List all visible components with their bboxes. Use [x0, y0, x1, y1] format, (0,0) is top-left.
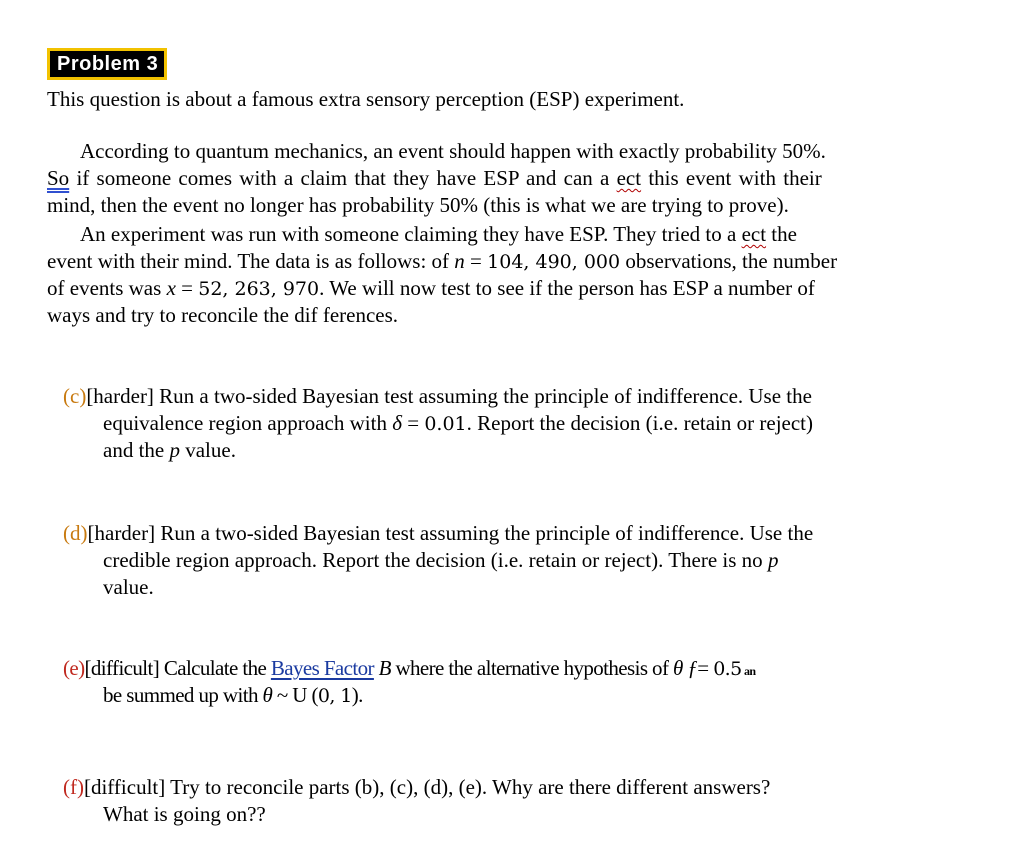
bayes-factor-link[interactable]: Bayes Factor: [270, 656, 374, 680]
part-line: (e)[difficult] Calculate the Bayes Factor B where the alternative hypothesis of θ ƒ= 0.5 an: [63, 656, 756, 680]
paragraph-experiment: [47, 221, 947, 329]
part-line: (d)[harder] Run a two-sided Bayesian test assuming the principle of indifference. Use the: [63, 521, 814, 545]
paragraph-line: ways and try to reconcile the dif ferences.: [47, 303, 399, 327]
part-label: (d): [63, 521, 88, 545]
math-x-value: 52, 263, 970: [198, 278, 320, 300]
math-n: n: [454, 249, 465, 273]
paragraph-quantum: [47, 138, 947, 219]
math-delta-value: 0.01: [424, 413, 467, 435]
clipped-text: an: [741, 664, 756, 678]
math-B: B: [378, 656, 391, 680]
math-x: x: [166, 276, 176, 300]
math-theta-value: 0.5: [713, 658, 742, 680]
part-line: (c)[harder] Run a two-sided Bayesian test assuming the principle of indifference. Use the: [63, 384, 812, 408]
math-f: ƒ: [682, 656, 698, 680]
math-p: p: [767, 548, 779, 572]
part-line: credible region approach. Report the decision (i.e. retain or reject). There is no p: [103, 548, 779, 572]
paragraph-line: According to quantum mechanics, an event should happen with exactly probability 50%.: [80, 139, 826, 163]
paragraph-line: So if someone comes with a claim that they have ESP and can a ect this event with their: [47, 166, 822, 190]
part-line: and the p value.: [103, 438, 236, 462]
part-line: be summed up with θ ~ U (0, 1).: [103, 683, 363, 707]
part-line: (f)[difficult] Try to reconcile parts (b), (c), (d), (e). Why are there different answers?: [63, 775, 771, 799]
math-theta: θ: [262, 683, 273, 707]
math-n-value: 104, 490, 000: [487, 251, 621, 273]
paragraph-line: event with their mind. The data is as follows: of n = 104, 490, 000 observations, the number: [47, 249, 838, 273]
math-uniform-bounds: 0, 1: [317, 685, 352, 707]
math-theta: θ: [673, 656, 683, 680]
paragraph-line: of events was x = 52, 263, 970. We will now test to see if the person has ESP a number of: [47, 276, 815, 300]
paragraph-line: An experiment was run with someone claiming they have ESP. They tried to a ect the: [80, 222, 797, 246]
part-line: equivalence region approach with δ = 0.01. Report the decision (i.e. retain or reject): [103, 411, 813, 435]
part-d: [63, 520, 813, 601]
part-e: [63, 655, 755, 709]
part-f: [63, 774, 770, 828]
spellcheck-mark: ect: [616, 166, 642, 190]
spellcheck-mark: ect: [741, 222, 767, 246]
math-p: p: [169, 438, 180, 462]
part-label: (c): [63, 384, 87, 408]
part-label: (e): [63, 656, 85, 680]
part-line: value.: [103, 575, 154, 599]
part-c: [63, 383, 813, 464]
spellcheck-mark: So: [47, 166, 70, 190]
paragraph-line: mind, then the event no longer has probability 50% (this is what we are trying to prove).: [47, 193, 789, 217]
intro-text: This question is about a famous extra sensory perception (ESP) experiment.: [47, 87, 685, 111]
problem-badge: Problem 3: [47, 48, 167, 80]
math-delta: δ: [392, 411, 402, 435]
part-label: (f): [63, 775, 84, 799]
part-line: What is going on??: [103, 802, 266, 826]
